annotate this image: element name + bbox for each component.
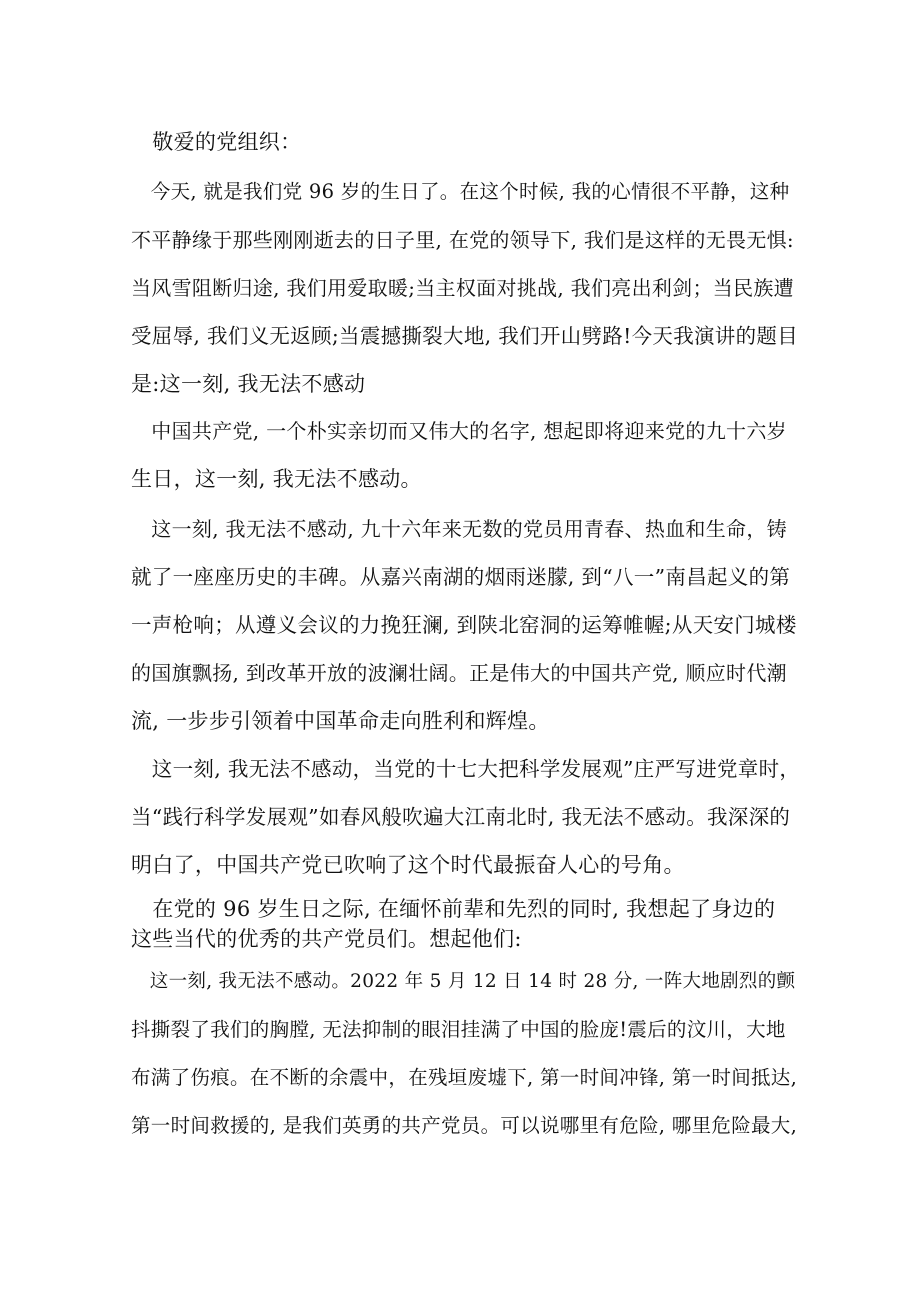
text-line: 今天, 就是我们党 96 岁的生日了。在这个时候, 我的心情很不平静，这种 <box>131 180 790 203</box>
text-line: 第一时间救援的, 是我们英勇的共产党员。可以说哪里有危险, 哪里危险最大, <box>131 1114 798 1137</box>
text-line: 敬爱的党组织： <box>131 130 302 154</box>
text-line: 这一刻, 我无法不感动，当党的十七大把科学发展观”庄严写进党章时， <box>131 757 801 781</box>
text-line: 抖撕裂了我们的胸膛, 无法抑制的眼泪挂满了中国的脸庞!震后的汶川，大地 <box>131 1018 786 1041</box>
body-paragraph <box>131 505 796 745</box>
text-line: 布满了伤痕。在不断的余震中，在残垣废墟下, 第一时间冲锋, 第一时间抵达, <box>131 1066 798 1089</box>
text-line: 明白了，中国共产党已吹响了这个时代最振奋人心的号角。 <box>131 853 685 877</box>
text-line: 一声枪响；从遵义会议的力挽狂澜, 到陕北窑洞的运筹帷幄;从天安门城楼 <box>131 613 797 637</box>
text-line: 不平静缘于那些刚刚逝去的日子里, 在党的领导下, 我们是这样的无畏无惧: <box>131 228 794 252</box>
text-line: 当风雪阻断归途, 我们用爱取暖;当主权面对挑战, 我们亮出利剑；当民族遭 <box>131 276 794 300</box>
body-paragraph <box>131 407 796 503</box>
body-paragraph <box>131 894 796 954</box>
text-line: 就了一座座历史的丰碑。从嘉兴南湖的烟雨迷朦, 到“八一”南昌起义的第 <box>131 565 791 589</box>
text-line: 当“践行科学发展观”如春风般吹遍大江南北时, 我无法不感动。我深深的 <box>131 805 791 829</box>
body-paragraph <box>131 745 801 889</box>
text-line: 受屈辱, 我们义无返顾;当震撼撕裂大地, 我们开山劈路!今天我演讲的题目 <box>131 324 799 348</box>
text-line: 在党的 96 岁生日之际, 在缅怀前辈和先烈的同时, 我想起了身边的 <box>131 897 776 921</box>
text-line: 这些当代的优秀的共产党员们。想起他们: <box>131 927 522 951</box>
text-line: 流, 一步步引领着中国革命走向胜利和辉煌。 <box>131 709 550 733</box>
text-line: 的国旗飘扬, 到改革开放的波澜壮阔。正是伟大的中国共产党, 顺应时代潮 <box>131 661 787 685</box>
text-line: 这一刻, 我无法不感动。2022 年 5 月 12 日 14 时 28 分, 一阵大地剧烈的颤 <box>131 971 796 992</box>
body-paragraph <box>131 958 796 1150</box>
text-line: 这一刻, 我无法不感动, 九十六年来无数的党员用青春、热血和生命，铸 <box>131 517 787 541</box>
text-line: 生日，这一刻, 我无法不感动。 <box>131 467 422 491</box>
intro-paragraph <box>131 168 799 408</box>
text-line: 中国共产党, 一个朴实亲切而又伟大的名字, 想起即将迎来党的九十六岁 <box>131 419 787 443</box>
text-line: 是:这一刻, 我无法不感动 <box>131 372 366 396</box>
salutation-paragraph <box>131 118 796 166</box>
